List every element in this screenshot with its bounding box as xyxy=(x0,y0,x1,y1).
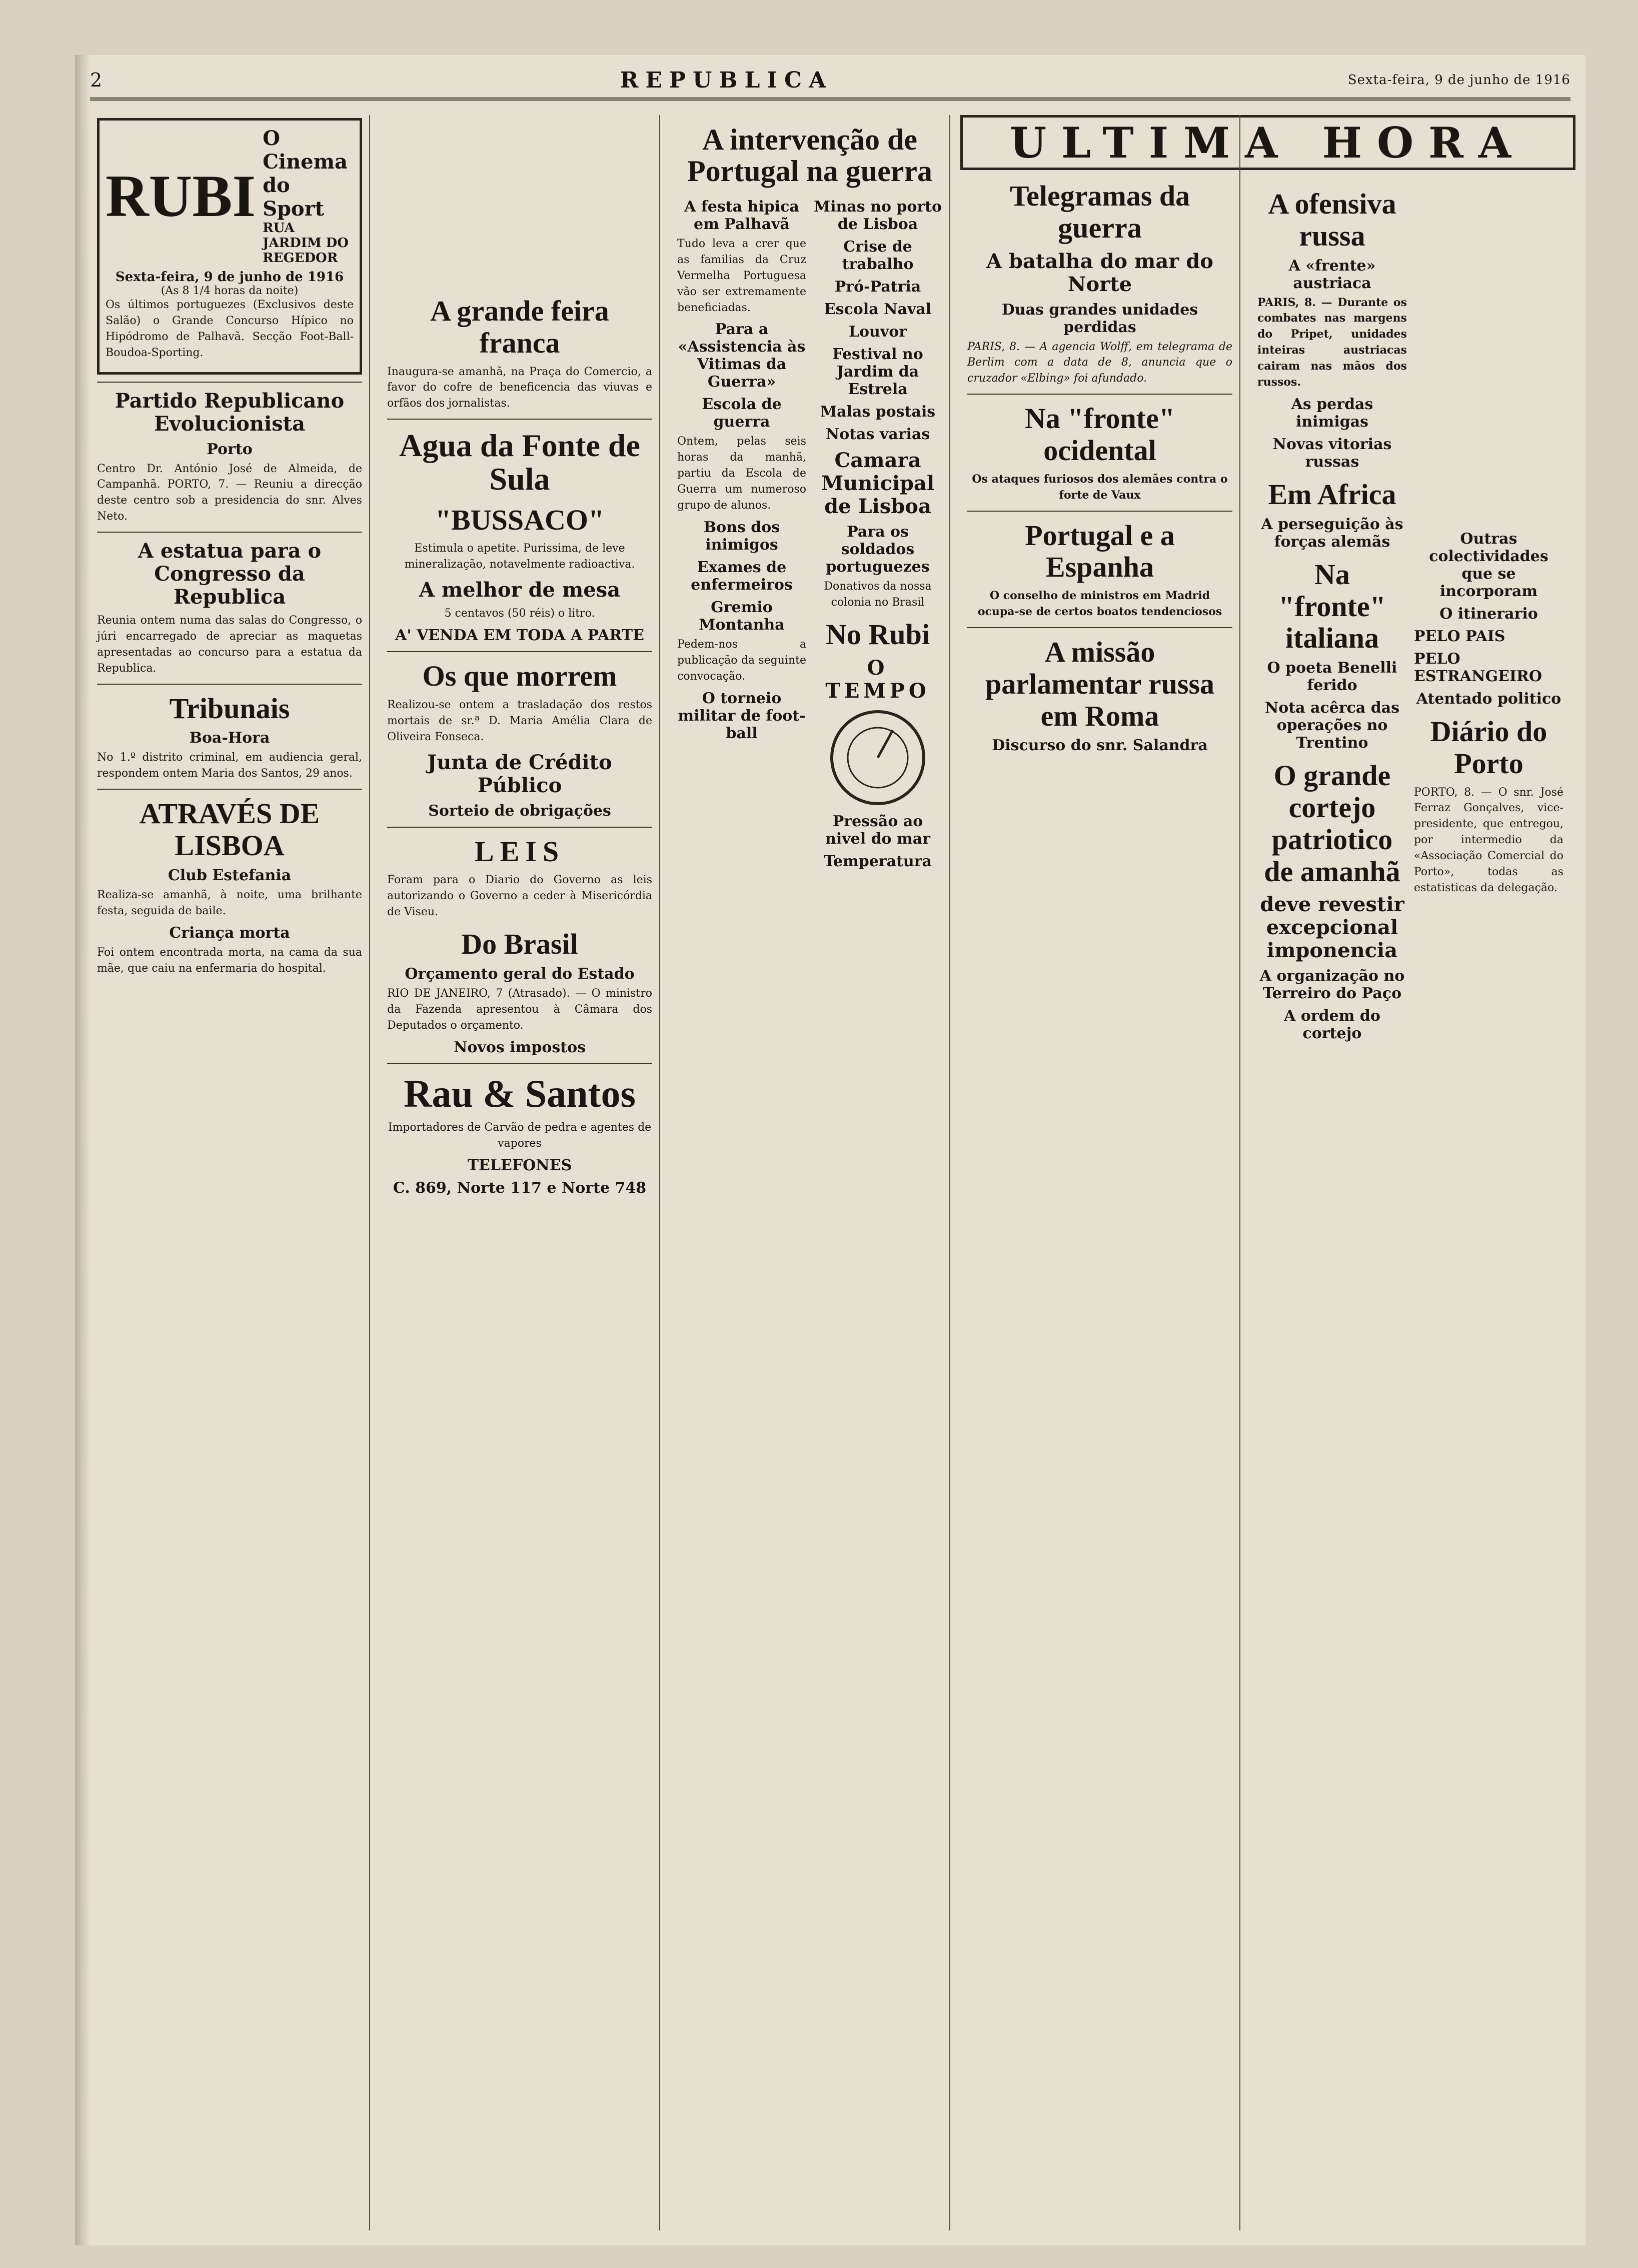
article-partido: Centro Dr. António José de Almeida, de Campanhã. PORTO, 7. — Reuniu a direcção deste centro sob a presidencia do snr. Alves Neto. xyxy=(97,462,362,523)
page-header xyxy=(90,63,1570,101)
headline-ofensiva-russa: A ofensiva russa xyxy=(1268,188,1396,252)
headline-fronte-italiana: Na "fronte" italiana xyxy=(1278,558,1386,655)
subhead-escola-guerra: Escola de guerra xyxy=(702,396,782,431)
headline-atraves-lisboa: ATRAVÉS DE LISBOA xyxy=(139,797,320,862)
rubi-ad-subtitle: O Cinema do Sport xyxy=(263,127,348,221)
subhead-itinerario: O itinerario xyxy=(1439,605,1538,623)
subhead-perseguicao: A perseguição às forças alemãs xyxy=(1261,515,1403,551)
article-feira: Inaugura-se amanhã, na Praça do Comercio, a favor do cofre de beneficencia das viuvas e orfãos dos jornalistas. xyxy=(387,365,652,410)
subhead-outras-colectividades: Outras colectividades que se incorporam xyxy=(1429,530,1548,600)
article-club: Realiza-se amanhã, à noite, uma brilhante festa, seguida de baile. xyxy=(97,888,362,917)
headline-fronte-ocidental: Na "fronte" ocidental xyxy=(1024,402,1175,467)
article-crianca: Foi ontem encontrada morta, na cama da sua mãe, que caiu na enfermaria do hospital. xyxy=(97,946,362,975)
divider xyxy=(387,419,652,420)
ad-rau-phones-title: TELEFONES xyxy=(467,1157,572,1175)
divider xyxy=(97,382,362,383)
subhead-minas: Minas no porto de Lisboa xyxy=(813,198,942,233)
page-fold-shadow xyxy=(75,55,90,2245)
subhead-sorteio: Sorteio de obrigações xyxy=(428,802,611,820)
divider xyxy=(967,511,1232,512)
headline-telegramas: Telegramas da guerra xyxy=(1009,180,1190,244)
subhead-malas: Malas postais xyxy=(820,403,936,421)
subhead-bons-inimigos: Bons dos inimigos xyxy=(703,518,780,554)
subhead-boa-hora: Boa-Hora xyxy=(189,729,270,747)
ad-rau-phones: C. 869, Norte 117 e Norte 748 xyxy=(393,1179,647,1197)
headline-diario-porto: Diário do Porto xyxy=(1430,715,1547,780)
article-estatua: Reunia ontem numa das salas do Congresso, o júri encarregado de apreciar as maquetas apresentadas ao concurso para a estatua da Republica. xyxy=(97,614,362,675)
article-festa-hipica: Tudo leva a crer que as familias da Cruz Vermelha Portuguesa vão ser extremamente beneficiadas. xyxy=(677,238,806,314)
subhead-terreiro-paco: A organização no Terreiro do Paço xyxy=(1259,967,1405,1003)
headline-missao-russa: A missão parlamentar russa em Roma xyxy=(985,636,1215,732)
header-date: Sexta-feira, 9 de junho de 1916 xyxy=(1347,73,1570,88)
ultima-hora-banner: ULTIMA HORA xyxy=(960,115,1575,170)
subhead-notas: Notas varias xyxy=(825,426,930,443)
headline-portugal-espanha: Portugal e a Espanha xyxy=(1025,519,1175,584)
section-pelo-pais: PELO PAIS xyxy=(1414,628,1505,645)
divider xyxy=(97,684,362,685)
subhead-club-estefania: Club Estefania xyxy=(168,866,292,884)
subhead-porto: Porto xyxy=(207,440,253,458)
divider xyxy=(97,532,362,533)
subhead-frente-austriaca: A «frente» austriaca xyxy=(1288,257,1376,292)
article-morrem: Realizou-se ontem a trasladação dos restos mortais de sr.ª D. Maria Amélia Clara de Oliveira Fonseca. xyxy=(387,698,652,743)
ad-agua-sale: A' VENDA EM TODA A PARTE xyxy=(395,627,644,645)
column-3 xyxy=(670,115,950,2230)
masthead: REPUBLICA xyxy=(620,67,833,93)
column-2 xyxy=(380,115,660,2230)
subhead-louvor: Louvor xyxy=(848,323,907,341)
headline-os-que-morrem: Os que morrem xyxy=(422,660,617,693)
article-diario-porto: PORTO, 8. — O snr. José Ferraz Gonçalves, vice-presidente, que entregou, por intermedio da «Associação Comercial do Porto», todas as estatisticas da delegação. xyxy=(1414,786,1563,894)
headline-junta-credito: Junta de Crédito Público xyxy=(427,750,612,797)
headline-o-tempo: O TEMPO xyxy=(825,656,930,703)
ad-agua-sula-title: Agua da Fonte de Sula xyxy=(399,428,640,497)
subhead-salandra: Discurso do snr. Salandra xyxy=(992,737,1208,755)
subhead-perdas: As perdas inimigas xyxy=(1291,395,1373,431)
headline-intervencao: A intervenção de Portugal na guerra xyxy=(687,123,932,188)
article-telegramas: PARIS, 8. — A agencia Wolff, em telegrama de Berlim com a data de 8, anuncia que o cruzador «Elbing» foi afundado. xyxy=(967,340,1232,385)
rubi-ad-date: Sexta-feira, 9 de junho de 1916 xyxy=(115,270,344,285)
subhead-pro-patria: Pró-Patria xyxy=(834,278,921,296)
subhead-crise: Crise de trabalho xyxy=(842,238,914,273)
ad-bussaco: "BUSSACO" xyxy=(435,503,605,536)
subhead-vaux: Os ataques furiosos dos alemães contra o forte de Vaux xyxy=(972,472,1228,502)
subhead-trentino: Nota acêrca das operações no Trentino xyxy=(1264,699,1400,752)
section-pelo-estrangeiro: PELO ESTRANGEIRO xyxy=(1414,650,1542,685)
article-gremio: Pedem-nos a publicação da seguinte convocação. xyxy=(677,638,806,683)
headline-grande-cortejo: O grande cortejo patriotico de amanhã xyxy=(1264,759,1400,888)
ad-agua-slogan: A melhor de mesa xyxy=(419,578,621,602)
subhead-assistencia: Para a «Assistencia às Vitimas da Guerra» xyxy=(678,321,806,391)
divider xyxy=(387,827,652,828)
headline-feira-franca: A grande feira franca xyxy=(430,295,609,359)
ad-agua-body: Estimula o apetite. Purissima, de leve mineralização, notavelmente radioactiva. xyxy=(404,542,635,571)
subhead-duas-unidades: Duas grandes unidades perdidas xyxy=(1001,301,1198,336)
divider xyxy=(967,394,1232,395)
subhead-batalha: A batalha do mar do Norte xyxy=(986,249,1213,296)
subhead-novas-vitorias: Novas vitorias russas xyxy=(1272,435,1392,471)
subhead-novos-impostos: Novos impostos xyxy=(454,1038,586,1056)
rubi-ad-title: RUBI xyxy=(106,163,256,229)
ad-rau-santos-sub: Importadores de Carvão de pedra e agentes de vapores xyxy=(388,1121,652,1150)
ad-rau-santos-title: Rau & Santos xyxy=(404,1071,636,1115)
subhead-escola-naval: Escola Naval xyxy=(824,301,932,318)
headline-tribunais: Tribunais xyxy=(169,692,290,725)
headline-estatua: A estatua para o Congresso da Republica xyxy=(138,539,322,609)
headline-camara: Camara Municipal de Lisboa xyxy=(821,449,935,518)
rubi-ad-address: RUA JARDIM DO REGEDOR xyxy=(263,221,349,266)
rubi-ad-time: (As 8 1/4 horas da noite) xyxy=(161,285,299,297)
divider xyxy=(967,627,1232,628)
subhead-ordem-cortejo: A ordem do cortejo xyxy=(1284,1007,1380,1043)
article-tribunais: No 1.º distrito criminal, em audiencia geral, respondem ontem Maria dos Santos, 29 anos. xyxy=(97,751,362,780)
subhead-festa-hipica: A festa hipica em Palhavã xyxy=(684,198,799,233)
subhead-torneio: O torneio militar de foot-ball xyxy=(678,689,806,742)
subhead-festival: Festival no Jardim da Estrela xyxy=(832,346,923,398)
subhead-orcamento: Orçamento geral do Estado xyxy=(405,965,635,983)
newspaper-page xyxy=(75,55,1585,2245)
article-escola-guerra: Ontem, pelas seis horas da manhã, partiu da Escola de Guerra um numeroso grupo de alunos. xyxy=(677,435,806,512)
barometer-icon xyxy=(828,708,928,808)
subhead-atentado: Atentado politico xyxy=(1416,690,1561,708)
subhead-pressao: Pressão ao nivel do mar xyxy=(825,812,930,848)
headline-partido: Partido Republicano Evolucionista xyxy=(115,389,345,436)
article-ofensiva: PARIS, 8. — Durante os combates nas margens do Pripet, unidades inteiras austriacas cairam nas mãos dos russos. xyxy=(1257,296,1407,389)
column-5 xyxy=(1250,115,1570,2230)
subhead-conselho-madrid: O conselho de ministros em Madrid ocupa-se de certos boatos tendenciosos xyxy=(977,589,1222,619)
subhead-gremio: Gremio Montanha xyxy=(699,598,785,634)
rubi-cinema-ad xyxy=(97,118,362,375)
divider xyxy=(387,651,652,652)
ad-agua-price: 5 centavos (50 réis) o litro. xyxy=(444,607,595,620)
column-1 xyxy=(90,115,370,2230)
article-leis: Foram para o Diario do Governo as leis autorizando o Governo a ceder à Misericórdia de Viseu. xyxy=(387,874,652,919)
headline-do-brasil: Do Brasil xyxy=(461,928,578,961)
headline-no-rubi: No Rubi xyxy=(826,618,930,651)
subhead-donativos: Donativos da nossa colonia no Brasil xyxy=(824,580,932,609)
subhead-exames: Exames de enfermeiros xyxy=(691,558,793,594)
article-brasil: RIO DE JANEIRO, 7 (Atrasado). — O ministro da Fazenda apresentou à Câmara dos Deputados o orçamento. xyxy=(387,987,652,1032)
subhead-crianca-morta: Criança morta xyxy=(169,924,290,942)
divider xyxy=(97,789,362,790)
rubi-ad-body: Os últimos portuguezes (Exclusivos deste Salão) o Grande Concurso Hípico no Hipódromo de Palhavã. Secção Foot-Ball-Boudoa-Sporting. xyxy=(106,299,354,359)
column-4 xyxy=(960,115,1240,2230)
subhead-benelli: O poeta Benelli ferido xyxy=(1267,659,1397,695)
headline-em-africa: Em Africa xyxy=(1268,478,1396,511)
subhead-soldados: Para os soldados portuguezes xyxy=(826,523,930,576)
divider xyxy=(387,1063,652,1064)
headline-leis: LEIS xyxy=(474,835,565,868)
page-number: 2 xyxy=(90,69,106,91)
subhead-temperatura: Temperatura xyxy=(824,852,932,870)
subhead-imponencia: deve revestir excepcional imponencia xyxy=(1260,893,1404,963)
